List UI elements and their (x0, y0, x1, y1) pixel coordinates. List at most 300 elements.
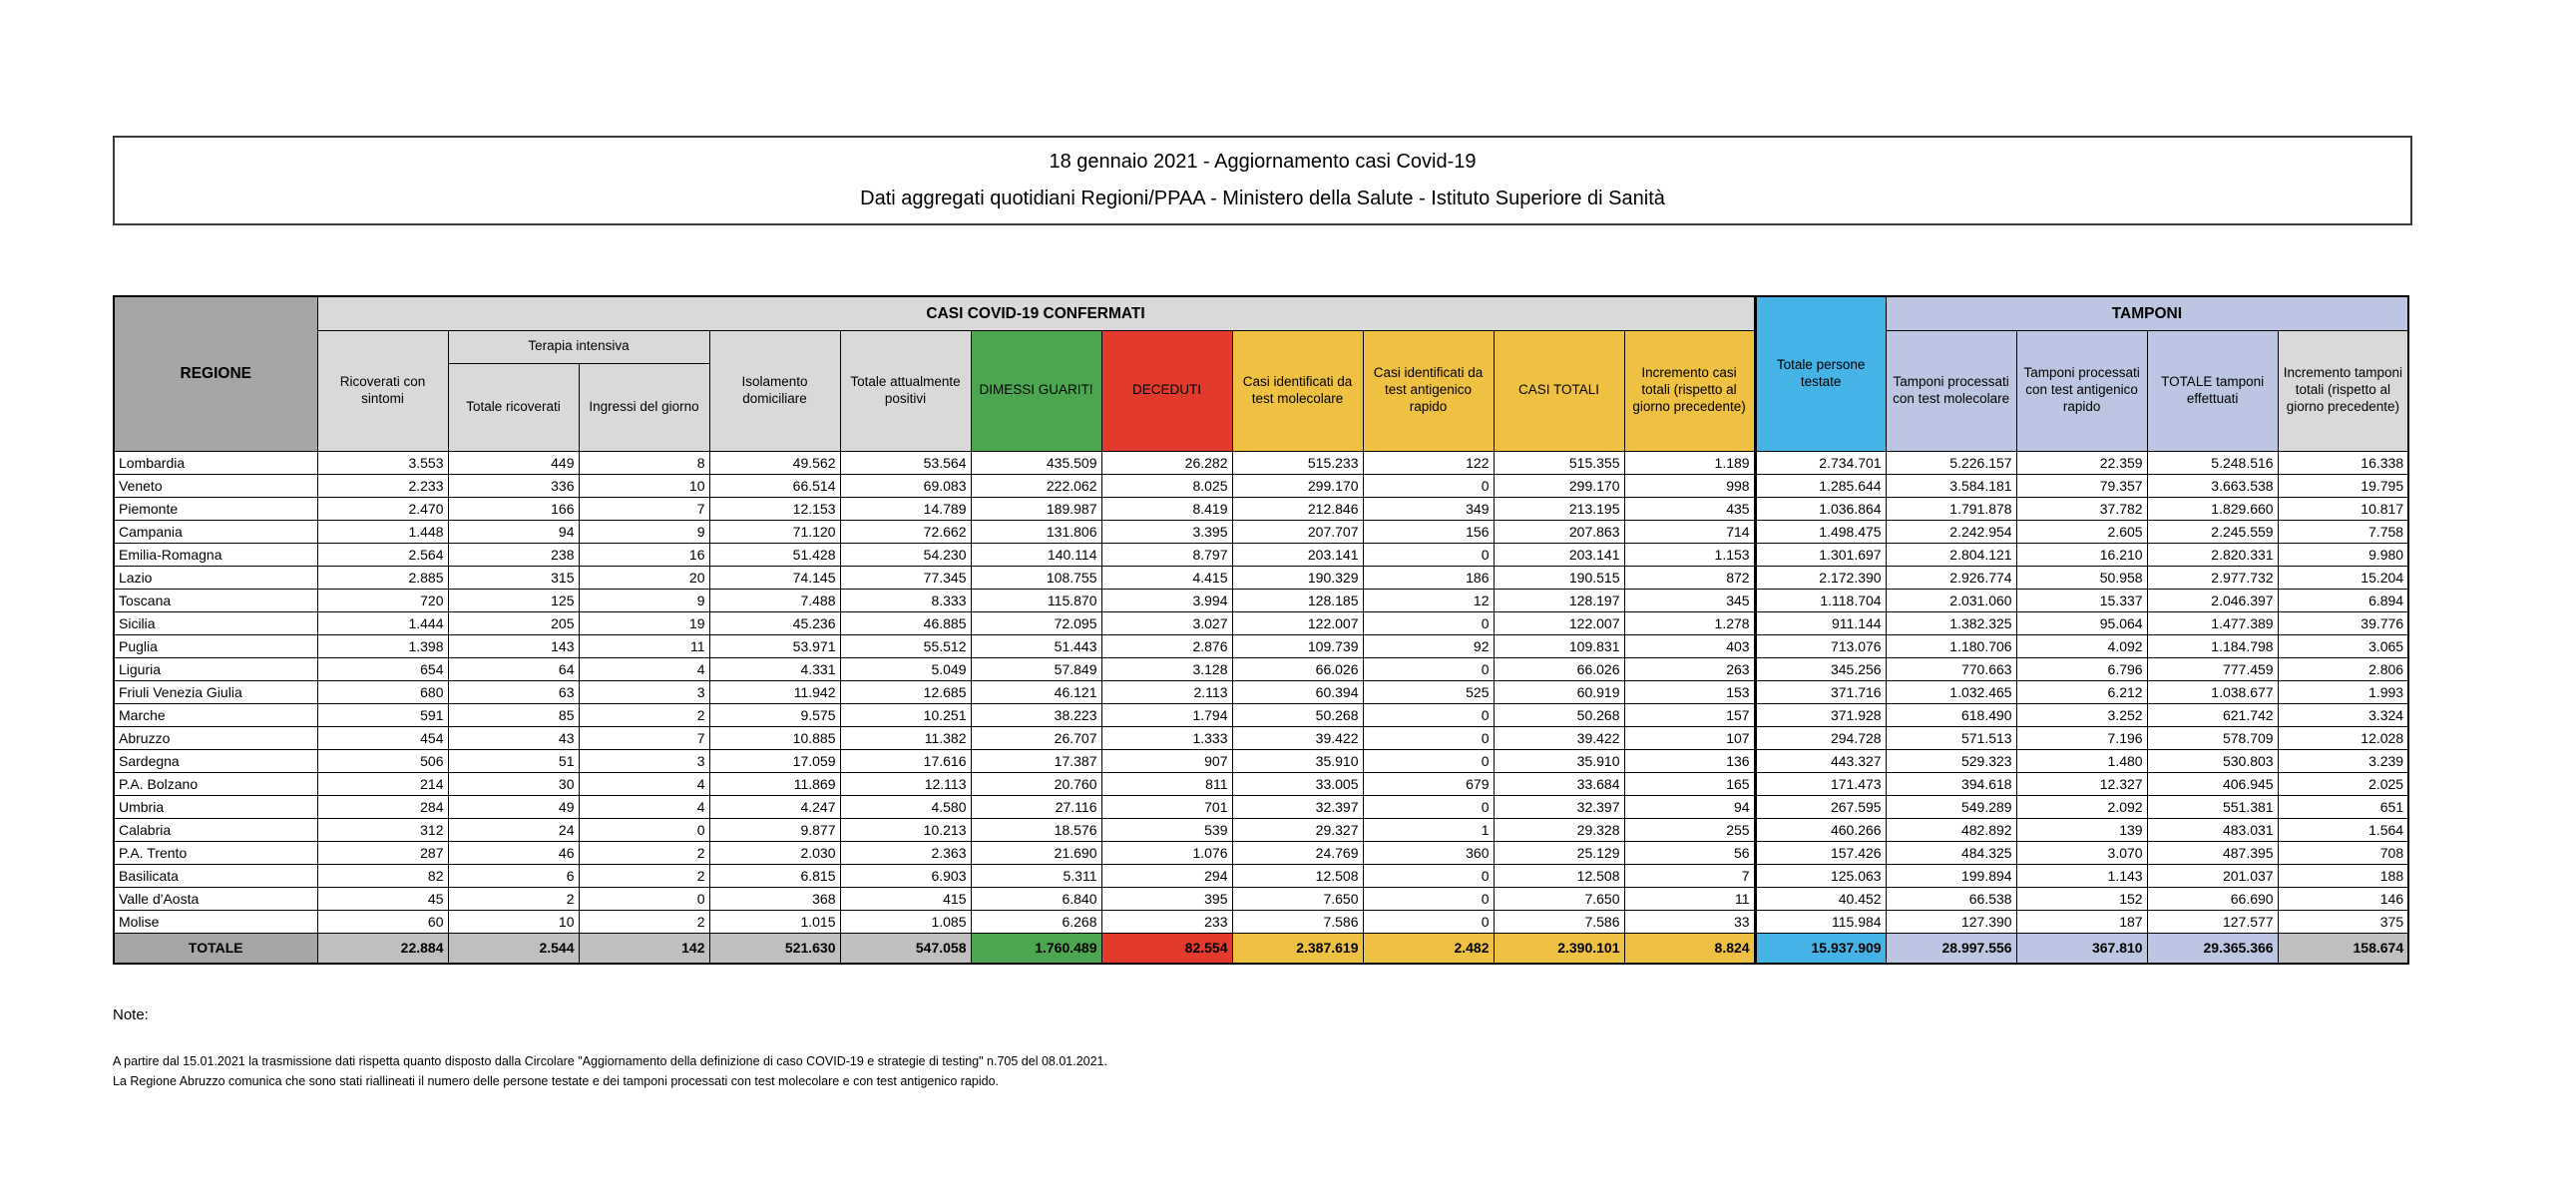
cell: 128.185 (1232, 589, 1363, 611)
cell: 18.576 (971, 818, 1101, 841)
report-content (113, 136, 2412, 1091)
region-name: Toscana (114, 589, 317, 611)
cell: 1.180.706 (1886, 634, 2016, 657)
cell: 94 (1624, 795, 1755, 818)
cell: 165 (1624, 772, 1755, 795)
cell: 1.285.644 (1755, 474, 1886, 497)
cell: 222.062 (971, 474, 1101, 497)
cell: 107 (1624, 726, 1755, 749)
cell: 1.448 (317, 520, 448, 543)
cell: 482.892 (1886, 818, 2016, 841)
cell: 127.390 (1886, 910, 2016, 933)
cell: 10.213 (840, 818, 971, 841)
cell: 770.663 (1886, 657, 2016, 680)
cell: 153 (1624, 680, 1755, 703)
cell: 5.248.516 (2147, 451, 2278, 474)
cell: 4.092 (2016, 634, 2147, 657)
cell: 294.728 (1755, 726, 1886, 749)
cell: 6.903 (840, 864, 971, 887)
cell: 9.980 (2278, 543, 2408, 566)
cell: 128.197 (1494, 589, 1624, 611)
cell: 3.252 (2016, 703, 2147, 726)
cell: 515.355 (1494, 451, 1624, 474)
cell: 238 (448, 543, 579, 566)
cell: 395 (1101, 887, 1232, 910)
cell: 233 (1101, 910, 1232, 933)
cell: 0 (1363, 611, 1494, 634)
cell: 2 (448, 887, 579, 910)
cell: 40.452 (1755, 887, 1886, 910)
cell: 60.394 (1232, 680, 1363, 703)
cell: 2.046.397 (2147, 589, 2278, 611)
cell: 26.282 (1101, 451, 1232, 474)
cell: 10.885 (709, 726, 840, 749)
cell: 85 (448, 703, 579, 726)
cell: 49.562 (709, 451, 840, 474)
cell: 2.242.954 (1886, 520, 2016, 543)
cell: 95.064 (2016, 611, 2147, 634)
cell: 51.428 (709, 543, 840, 566)
cell: 115.984 (1755, 910, 1886, 933)
cell: 14.789 (840, 497, 971, 520)
cell: 189.987 (971, 497, 1101, 520)
table-row (114, 887, 2408, 910)
region-name: Sardegna (114, 749, 317, 772)
cell: 53.564 (840, 451, 971, 474)
region-name: Piemonte (114, 497, 317, 520)
cell: 3 (579, 680, 709, 703)
cell: 46 (448, 841, 579, 864)
cell: 12.153 (709, 497, 840, 520)
cell: 7 (579, 726, 709, 749)
cell: 30 (448, 772, 579, 795)
cell: 28.997.556 (1886, 933, 2016, 964)
cell: 1.038.677 (2147, 680, 2278, 703)
cell: 3.663.538 (2147, 474, 2278, 497)
cell: 109.831 (1494, 634, 1624, 657)
cell: 35.910 (1494, 749, 1624, 772)
table-row (114, 818, 2408, 841)
cell: 57.849 (971, 657, 1101, 680)
cell: 394.618 (1886, 772, 2016, 795)
column-header-totale-tamponi: TOTALE tamponi effettuati (2147, 330, 2278, 451)
cell: 214 (317, 772, 448, 795)
cell: 2.030 (709, 841, 840, 864)
cell: 9.575 (709, 703, 840, 726)
cell: 1.791.878 (1886, 497, 2016, 520)
cell: 17.616 (840, 749, 971, 772)
cell: 315 (448, 566, 579, 589)
column-header-totale-attualmente-positivi: Totale attualmente positivi (840, 330, 971, 451)
cell: 35.910 (1232, 749, 1363, 772)
cell: 515.233 (1232, 451, 1363, 474)
cell: 66.514 (709, 474, 840, 497)
cell: 201.037 (2147, 864, 2278, 887)
cell: 2.387.619 (1232, 933, 1363, 964)
cell: 63 (448, 680, 579, 703)
cell: 199.894 (1886, 864, 2016, 887)
cell: 1.477.389 (2147, 611, 2278, 634)
cell: 294 (1101, 864, 1232, 887)
cell: 12 (1363, 589, 1494, 611)
cell: 460.266 (1755, 818, 1886, 841)
cell: 539 (1101, 818, 1232, 841)
cell: 12.508 (1232, 864, 1363, 887)
cell: 64 (448, 657, 579, 680)
cell: 157.426 (1755, 841, 1886, 864)
cell: 336 (448, 474, 579, 497)
cell: 1.444 (317, 611, 448, 634)
cell: 66.538 (1886, 887, 2016, 910)
cell: 651 (2278, 795, 2408, 818)
region-name: Veneto (114, 474, 317, 497)
report-title-line1: 18 gennaio 2021 - Aggiornamento casi Covid-19 (1049, 151, 1477, 174)
cell: 368 (709, 887, 840, 910)
table-row (114, 497, 2408, 520)
cell: 11.869 (709, 772, 840, 795)
column-header-incremento-casi: Incremento casi totali (rispetto al giorno precedente) (1624, 330, 1755, 451)
cell: 66.690 (2147, 887, 2278, 910)
cell: 50.268 (1232, 703, 1363, 726)
cell: 9 (579, 589, 709, 611)
cell: 69.083 (840, 474, 971, 497)
cell: 0 (1363, 657, 1494, 680)
cell: 7.650 (1494, 887, 1624, 910)
cell: 549.289 (1886, 795, 2016, 818)
cell: 484.325 (1886, 841, 2016, 864)
cell: 1.382.325 (1886, 611, 2016, 634)
cell: 0 (1363, 910, 1494, 933)
cell: 2.092 (2016, 795, 2147, 818)
column-header-isolamento-domiciliare: Isolamento domiciliare (709, 330, 840, 451)
cell: 406.945 (2147, 772, 2278, 795)
cell: 37.782 (2016, 497, 2147, 520)
cell: 55.512 (840, 634, 971, 657)
cell: 551.381 (2147, 795, 2278, 818)
cell: 4.415 (1101, 566, 1232, 589)
table-row (114, 589, 2408, 611)
cell: 9 (579, 520, 709, 543)
cell: 17.059 (709, 749, 840, 772)
cell: 1.085 (840, 910, 971, 933)
cell: 207.863 (1494, 520, 1624, 543)
cell: 525 (1363, 680, 1494, 703)
cell: 0 (1363, 726, 1494, 749)
cell: 312 (317, 818, 448, 841)
cell: 8 (579, 451, 709, 474)
cell: 449 (448, 451, 579, 474)
cell: 186 (1363, 566, 1494, 589)
cell: 54.230 (840, 543, 971, 566)
column-header-tamponi-antigenico: Tamponi processati con test antigenico rapido (2016, 330, 2147, 451)
cell: 1.398 (317, 634, 448, 657)
table-row (114, 611, 2408, 634)
cell: 263 (1624, 657, 1755, 680)
table-row (114, 566, 2408, 589)
cell: 46.121 (971, 680, 1101, 703)
region-name: Marche (114, 703, 317, 726)
cell: 1.153 (1624, 543, 1755, 566)
cell: 122.007 (1232, 611, 1363, 634)
cell: 2.926.774 (1886, 566, 2016, 589)
cell: 152 (2016, 887, 2147, 910)
cell: 7.758 (2278, 520, 2408, 543)
notes-lines (113, 1051, 2412, 1091)
cell: 115.870 (971, 589, 1101, 611)
cell: 51 (448, 749, 579, 772)
table-row (114, 726, 2408, 749)
region-name: Friuli Venezia Giulia (114, 680, 317, 703)
cell: 157 (1624, 703, 1755, 726)
cell: 46.885 (840, 611, 971, 634)
cell: 6.840 (971, 887, 1101, 910)
cell: 122 (1363, 451, 1494, 474)
cell: 708 (2278, 841, 2408, 864)
cell: 49 (448, 795, 579, 818)
cell: 109.739 (1232, 634, 1363, 657)
cell: 521.630 (709, 933, 840, 964)
cell: 0 (1363, 795, 1494, 818)
cell: 82.554 (1101, 933, 1232, 964)
cell: 1.032.465 (1886, 680, 2016, 703)
table-row (114, 451, 2408, 474)
cell: 777.459 (2147, 657, 2278, 680)
cell: 11 (1624, 887, 1755, 910)
region-name: P.A. Trento (114, 841, 317, 864)
cell: 139 (2016, 818, 2147, 841)
table-body (114, 451, 2408, 964)
region-name: Abruzzo (114, 726, 317, 749)
column-header-deceduti: DECEDUTI (1101, 330, 1232, 451)
cell: 0 (579, 818, 709, 841)
cell: 4.331 (709, 657, 840, 680)
cell: 50.268 (1494, 703, 1624, 726)
cell: 9.877 (709, 818, 840, 841)
table-row (114, 520, 2408, 543)
cell: 24 (448, 818, 579, 841)
cell: 8.025 (1101, 474, 1232, 497)
cell: 255 (1624, 818, 1755, 841)
column-header-casi-totali: CASI TOTALI (1494, 330, 1624, 451)
cell: 1.498.475 (1755, 520, 1886, 543)
region-name: Liguria (114, 657, 317, 680)
region-name: Umbria (114, 795, 317, 818)
cell: 22.884 (317, 933, 448, 964)
cell: 1.829.660 (2147, 497, 2278, 520)
region-name: Calabria (114, 818, 317, 841)
cell: 403 (1624, 634, 1755, 657)
column-header-ricoverati-con-sintomi: Ricoverati con sintomi (317, 330, 448, 451)
cell: 15.937.909 (1755, 933, 1886, 964)
cell: 205 (448, 611, 579, 634)
cell: 6.815 (709, 864, 840, 887)
column-header-tamponi-molecolare: Tamponi processati con test molecolare (1886, 330, 2016, 451)
cell: 5.049 (840, 657, 971, 680)
cell: 415 (840, 887, 971, 910)
total-row (114, 933, 2408, 964)
cell: 0 (1363, 543, 1494, 566)
cell: 39.422 (1494, 726, 1624, 749)
cell: 299.170 (1232, 474, 1363, 497)
cell: 3.027 (1101, 611, 1232, 634)
cell: 6 (448, 864, 579, 887)
table-row (114, 772, 2408, 795)
cell: 60.919 (1494, 680, 1624, 703)
cell: 3.324 (2278, 703, 2408, 726)
cell: 2 (579, 841, 709, 864)
cell: 2.977.732 (2147, 566, 2278, 589)
cell: 1.794 (1101, 703, 1232, 726)
cell: 3.128 (1101, 657, 1232, 680)
cell: 367.810 (2016, 933, 2147, 964)
cell: 11.942 (709, 680, 840, 703)
cell: 8.419 (1101, 497, 1232, 520)
region-name: Sicilia (114, 611, 317, 634)
cell: 27.116 (971, 795, 1101, 818)
cell: 3.584.181 (1886, 474, 2016, 497)
cell: 7.488 (709, 589, 840, 611)
cell: 6.796 (2016, 657, 2147, 680)
cell: 171.473 (1755, 772, 1886, 795)
table-row (114, 703, 2408, 726)
cell: 19 (579, 611, 709, 634)
cell: 10 (448, 910, 579, 933)
cell: 7.586 (1232, 910, 1363, 933)
cell: 1.189 (1624, 451, 1755, 474)
cell: 3.395 (1101, 520, 1232, 543)
table-row (114, 795, 2408, 818)
cell: 77.345 (840, 566, 971, 589)
cell: 158.674 (2278, 933, 2408, 964)
cell: 140.114 (971, 543, 1101, 566)
cell: 907 (1101, 749, 1232, 772)
cell: 371.928 (1755, 703, 1886, 726)
cell: 2.113 (1101, 680, 1232, 703)
cell: 349 (1363, 497, 1494, 520)
cell: 1.564 (2278, 818, 2408, 841)
cell: 1.076 (1101, 841, 1232, 864)
column-header-incremento-tamponi: Incremento tamponi totali (rispetto al giorno precedente) (2278, 330, 2408, 451)
table-row (114, 864, 2408, 887)
cell: 146 (2278, 887, 2408, 910)
cell: 10 (579, 474, 709, 497)
cell: 12.028 (2278, 726, 2408, 749)
cell: 435 (1624, 497, 1755, 520)
report-title-line2: Dati aggregati quotidiani Regioni/PPAA - Ministero della Salute - Istituto Superiore di Sanità (860, 187, 1665, 209)
cell: 299.170 (1494, 474, 1624, 497)
cell: 720 (317, 589, 448, 611)
cell: 142 (579, 933, 709, 964)
cell: 2.885 (317, 566, 448, 589)
cell: 1.333 (1101, 726, 1232, 749)
table-row (114, 657, 2408, 680)
cell: 483.031 (2147, 818, 2278, 841)
cell: 0 (1363, 703, 1494, 726)
cell: 7.650 (1232, 887, 1363, 910)
cell: 1.184.798 (2147, 634, 2278, 657)
cell: 8.824 (1624, 933, 1755, 964)
cell: 20 (579, 566, 709, 589)
cell: 38.223 (971, 703, 1101, 726)
cell: 3.065 (2278, 634, 2408, 657)
cell: 213.195 (1494, 497, 1624, 520)
cell: 1.118.704 (1755, 589, 1886, 611)
column-header-casi-test-molecolare: Casi identificati da test molecolare (1232, 330, 1363, 451)
cell: 701 (1101, 795, 1232, 818)
cell: 122.007 (1494, 611, 1624, 634)
cell: 33 (1624, 910, 1755, 933)
cell: 2.734.701 (1755, 451, 1886, 474)
cell: 71.120 (709, 520, 840, 543)
cell: 621.742 (2147, 703, 2278, 726)
cell: 267.595 (1755, 795, 1886, 818)
cell: 2.544 (448, 933, 579, 964)
cell: 4 (579, 772, 709, 795)
cell: 6.268 (971, 910, 1101, 933)
cell: 79.357 (2016, 474, 2147, 497)
cell: 345 (1624, 589, 1755, 611)
cell: 16 (579, 543, 709, 566)
cell: 6.212 (2016, 680, 2147, 703)
cell: 45.236 (709, 611, 840, 634)
cell: 60 (317, 910, 448, 933)
cell: 50.958 (2016, 566, 2147, 589)
cell: 8.797 (1101, 543, 1232, 566)
cell: 24.769 (1232, 841, 1363, 864)
cell: 66.026 (1232, 657, 1363, 680)
notes-heading: Note: (113, 1006, 149, 1023)
cell: 3.070 (2016, 841, 2147, 864)
group-header-tamponi: TAMPONI (1886, 296, 2408, 330)
cell: 66.026 (1494, 657, 1624, 680)
cell: 21.690 (971, 841, 1101, 864)
column-header-dimessi-guariti: DIMESSI GUARITI (971, 330, 1101, 451)
cell: 0 (1363, 887, 1494, 910)
cell: 0 (1363, 749, 1494, 772)
column-header-totale-ricoverati: Totale ricoverati (448, 363, 579, 451)
table-row (114, 749, 2408, 772)
cell: 4.247 (709, 795, 840, 818)
notes-section (113, 1006, 2412, 1091)
cell: 360 (1363, 841, 1494, 864)
cell: 506 (317, 749, 448, 772)
cell: 0 (1363, 864, 1494, 887)
cell: 2 (579, 864, 709, 887)
cell: 2.031.060 (1886, 589, 2016, 611)
cell: 51.443 (971, 634, 1101, 657)
cell: 2 (579, 703, 709, 726)
cell: 166 (448, 497, 579, 520)
cell: 188 (2278, 864, 2408, 887)
cell: 4 (579, 657, 709, 680)
column-header-ingressi-del-giorno: Ingressi del giorno (579, 363, 709, 451)
cell: 3 (579, 749, 709, 772)
cell: 43 (448, 726, 579, 749)
table-row (114, 543, 2408, 566)
region-name: Lazio (114, 566, 317, 589)
cell: 2.172.390 (1755, 566, 1886, 589)
cell: 7 (1624, 864, 1755, 887)
cell: 811 (1101, 772, 1232, 795)
cell: 72.095 (971, 611, 1101, 634)
cell: 212.846 (1232, 497, 1363, 520)
cell: 92 (1363, 634, 1494, 657)
table-header (114, 296, 2408, 451)
cell: 3.994 (1101, 589, 1232, 611)
table-row (114, 634, 2408, 657)
cell: 287 (317, 841, 448, 864)
cell: 2.025 (2278, 772, 2408, 795)
